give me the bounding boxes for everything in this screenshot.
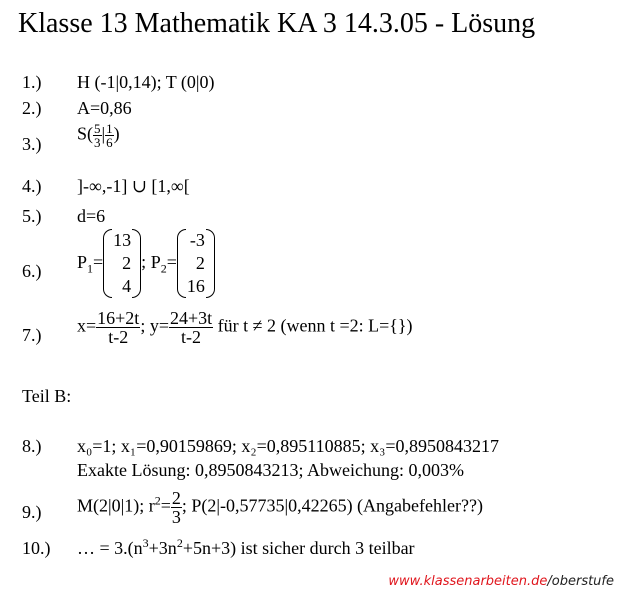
- superscript: 2: [154, 493, 161, 508]
- item-number-3: 3.): [22, 134, 42, 154]
- point-p1-label: $P_1=$: [77, 251, 104, 276]
- answer-9-part-a: M(2|0|1); r: [77, 495, 155, 516]
- answer-4: ]-∞,-1] ∪ [1,∞[: [77, 176, 190, 196]
- answer-2: A=0,86: [77, 98, 132, 118]
- semicolon: ;: [141, 251, 151, 272]
- footer-slash: /: [547, 574, 552, 589]
- answer-10-part-b: +3n: [148, 538, 177, 558]
- fraction-2-3: [171, 489, 182, 526]
- vector-entry: 4: [122, 276, 132, 296]
- vector-entry: 2: [122, 253, 132, 273]
- fraction-denominator: t-2: [181, 327, 202, 347]
- item-number-1: 1.): [22, 72, 42, 92]
- condition-text: für t ≠ 2 (wenn t =2: L={}): [213, 315, 413, 336]
- answer-3-prefix: S(: [77, 123, 94, 144]
- answer-9-part-b: ; P(2|-0,57735|0,42265) (Angabefehler??): [181, 495, 483, 516]
- item-number-8: 8.): [22, 436, 42, 456]
- item-number-7: 7.): [22, 325, 42, 345]
- vector-entry: 2: [195, 253, 205, 273]
- section-heading-teil-b: Teil B:: [22, 386, 72, 406]
- answer-10-part-a: … = 3.(n: [77, 538, 143, 558]
- item-number-2: 2.): [22, 98, 42, 118]
- fraction-denominator: t-2: [108, 327, 129, 347]
- footer-site-link[interactable]: www.klassenarbeiten.de: [388, 574, 548, 589]
- item-number-5: 5.): [22, 206, 42, 226]
- vector-entry: 16: [186, 276, 205, 296]
- answer-10: [77, 538, 415, 559]
- vector-entry: -3: [189, 230, 205, 250]
- answer-10-part-c: +5n+3) ist sicher durch 3 teilbar: [182, 538, 415, 558]
- x-fraction: [96, 309, 140, 346]
- fraction-denominator: 3: [171, 507, 181, 527]
- fraction-denominator: 6: [106, 135, 113, 150]
- superscript: 3: [142, 536, 149, 550]
- vector-p1: [103, 229, 141, 298]
- answer-6: [77, 229, 215, 298]
- y-fraction: [169, 309, 213, 346]
- vector-p2: [177, 229, 215, 298]
- fraction-numerator: 1: [106, 121, 113, 136]
- item-number-10: 10.): [22, 538, 51, 558]
- answer-8-line-1: x₀=1; x₁=0,90159869; x₂=0,895110885; x₃=0,8950843217: [77, 436, 500, 456]
- answer-8-line-2: Exakte Lösung: 0,8950843213; Abweichung: 0,003%: [77, 460, 464, 480]
- fraction-1-6: [105, 122, 114, 149]
- equals-sign: =: [160, 495, 171, 516]
- fraction-numerator: 24+3t: [169, 308, 213, 328]
- item-number-4: 4.): [22, 176, 42, 196]
- fraction-5-3: [93, 122, 102, 149]
- fraction-numerator: 16+2t: [97, 308, 140, 328]
- vector-entry: 13: [113, 230, 132, 250]
- answer-7: [77, 309, 413, 346]
- answer-3: [77, 122, 120, 149]
- point-p2-label: $P_2=$: [150, 251, 177, 276]
- fraction-numerator: 2: [171, 488, 181, 508]
- page-title: Klasse 13 Mathematik KA 3 14.3.05 - Lösung: [18, 8, 536, 39]
- answer-5: d=6: [77, 206, 106, 226]
- answer-9: [77, 489, 483, 526]
- superscript: 2: [176, 536, 183, 550]
- y-label: ; y=: [140, 315, 169, 336]
- footer-section[interactable]: oberstufe: [551, 574, 614, 589]
- fraction-numerator: 5: [94, 121, 101, 136]
- source-footer[interactable]: [388, 574, 614, 589]
- separator: |: [101, 123, 106, 144]
- fraction-denominator: 3: [94, 135, 101, 150]
- item-number-9: 9.): [22, 502, 42, 522]
- answer-3-suffix: ): [113, 123, 120, 144]
- item-number-6: 6.): [22, 261, 42, 281]
- x-label: x=: [77, 315, 97, 336]
- answer-1: H (-1|0,14); T (0|0): [77, 72, 215, 92]
